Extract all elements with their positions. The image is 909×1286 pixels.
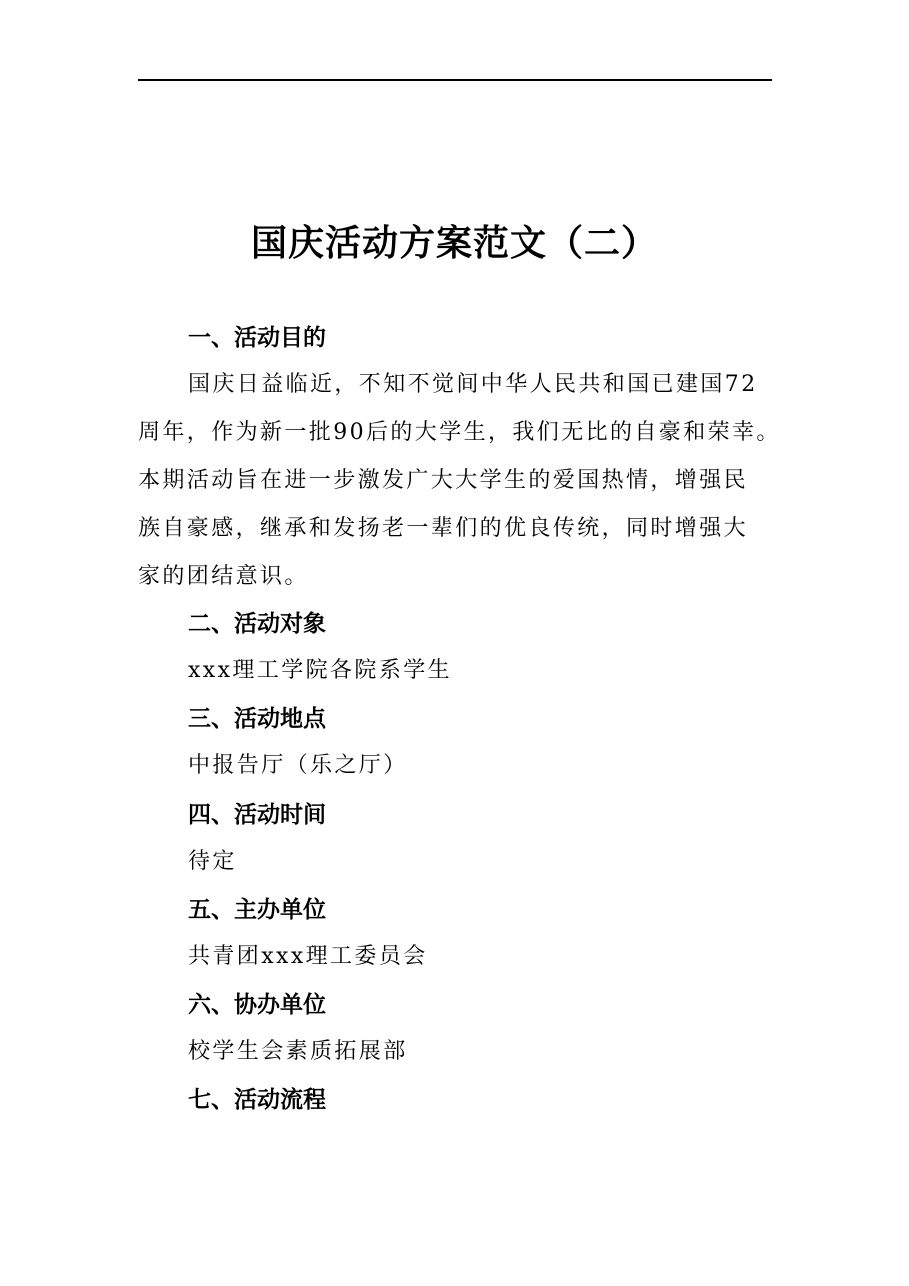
section-body-text: 中报告厅（乐之厅）: [188, 753, 408, 778]
body-paragraph-line: 家的团结意识。: [138, 564, 309, 589]
body-paragraph-line: 本期活动旨在进一步激发广大大学生的爱国热情，增强民: [138, 468, 749, 493]
body-paragraph-line: 周年，作为新一批90后的大学生，我们无比的自豪和荣幸。: [138, 420, 781, 445]
section-heading-process: 七、活动流程: [188, 1087, 326, 1113]
section-heading-audience: 二、活动对象: [188, 611, 326, 637]
section-heading-time: 四、活动时间: [188, 802, 326, 828]
body-paragraph-line: 国庆日益临近，不知不觉间中华人民共和国已建国72: [188, 372, 758, 397]
header-rule: [138, 79, 772, 81]
body-paragraph-line: 族自豪感，继承和发扬老一辈们的优良传统，同时增强大: [138, 516, 749, 541]
document-title: 国庆活动方案范文（二）: [250, 223, 658, 264]
section-heading-purpose: 一、活动目的: [188, 325, 326, 351]
section-body-text: 共青团xxx理工委员会: [188, 944, 428, 969]
section-heading-organizer: 五、主办单位: [188, 897, 326, 923]
section-body-text: 待定: [188, 849, 237, 874]
section-heading-co-organizer: 六、协办单位: [188, 992, 326, 1018]
section-body-text: xxx理工学院各院系学生: [188, 658, 453, 683]
section-heading-venue: 三、活动地点: [188, 706, 326, 732]
section-body-text: 校学生会素质拓展部: [188, 1039, 408, 1064]
